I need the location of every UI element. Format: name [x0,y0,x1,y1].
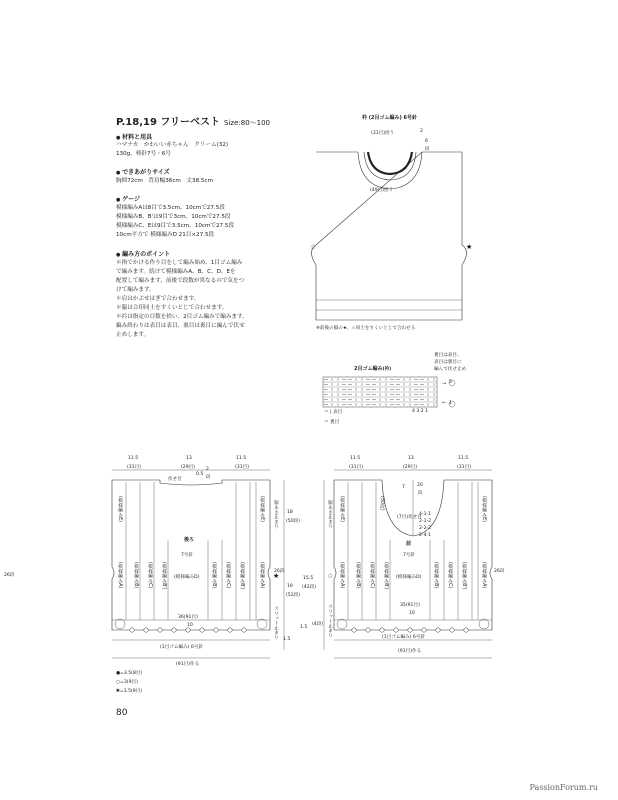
back-needle: 7号針 [181,553,194,558]
front-label-a-right: (模様編みA) [481,562,486,589]
stitch-dot [172,628,176,632]
front-label-c-1: (模様編みC) [369,562,374,589]
svg-text:☆: ☆ [310,243,317,251]
stitch-dot [436,628,440,632]
front-label-b-2: (模様編みB) [433,562,438,589]
back-dim-50: (50段) [286,519,301,524]
front-top-dim-3: 11.5 [458,456,469,461]
back-dim-4: (4段) [312,622,324,627]
points-line-4: けて編みます。 [116,287,155,293]
front-top-count-3: (31目) [457,465,472,470]
front-top-count-1: (31目) [349,465,364,470]
rib-row-5: 5 [449,380,452,385]
size-line-1: 胸囲72cm 背肩幅36cm 丈38.5cm [116,178,214,184]
rib-legend-knit: ＝ | 表目 [324,410,343,415]
corner-arc [115,619,125,629]
page-title: P.18,19 フリーベスト Size:80〜100 [116,117,271,128]
section-points-title: ● 編み方のポイント [116,249,170,258]
front-neck-steps-4: 2-4-1 [419,533,432,538]
svg-text:←: ← [442,400,447,406]
back-dim-52: (52段) [286,593,301,598]
back-center-label: (模様編みD) [174,575,200,580]
front-label-c-2: (模様編みC) [447,562,452,589]
points-line-9: 止めします。 [116,332,150,338]
front-neck-7: 7 [402,485,405,490]
corner-arc [257,619,267,629]
points-line-5: ＊肩はかぶせはぎで合わせます。 [116,296,200,302]
back-side-stop: 脇あき止まり [273,500,278,529]
back-label-e-left: (模様編みE) [117,496,122,522]
corner-arc [337,619,347,629]
front-label-e-left: (模様編みE) [339,496,344,522]
section-gauge-title: ● ゲージ [116,194,140,203]
back-left-26: 26段 [4,573,15,578]
gauge-line-3: 模様編みC、Eは9目で3.5cm、10cmで27.5段 [116,223,235,229]
back-cast-on: (91目)作る [176,662,200,667]
svg-text:→: → [442,381,447,387]
front-neck-20: 20 [417,483,423,488]
section-materials-title: ● 材料と用具 [116,132,152,141]
front-width: 10 [409,611,415,616]
stitch-dot [214,628,218,632]
collar-dim-b: 6 [425,139,428,144]
front-cast-on: (91目)作る [398,649,422,654]
rib-note-1: 裏目は表目、 [434,353,462,358]
stitch-dot [408,628,412,632]
stitch-dot [144,628,148,632]
back-count: 36(91目) [178,615,198,620]
front-right-26: 26段 [494,569,505,574]
collar-title: 衿 (2目ゴム編み) 6号針 [362,115,418,121]
svg-text:★: ★ [466,243,473,251]
rib-title: 2目ゴム編み(衿) [354,366,392,372]
materials-line-2: 130g、棒針7号・6号 [116,151,171,157]
back-label-b-1: (模様編みB) [133,562,138,589]
stitch-dot [242,628,246,632]
back-neck-unit: 段 [206,475,211,480]
front-center-label: (模様編みD) [396,575,422,580]
front-diagram [320,452,520,682]
back-neck-rows: 2 [206,467,209,472]
front-neck-30: (30段) [379,496,384,511]
collar-dim-unit: 段 [425,147,430,152]
front-top-dim-2: 13 [408,456,414,461]
front-neck-steps-2: 2-1-2 [419,519,432,524]
stitch-dot [130,628,134,632]
back-label-c-1: (模様編みC) [147,562,152,589]
stitch-dot [380,628,384,632]
front-needle: 7号針 [403,553,416,558]
back-top-dim-1: 11.5 [128,456,139,461]
points-line-7: ＊衿は指定の目数を拾い、2目ゴム編みで編みます。 [116,314,248,320]
front-count: 35(91目) [400,603,420,608]
back-rib-label: (1目ゴム編み) 6号針 [160,645,204,650]
back-label-bp-2: (模様編みB') [239,562,244,590]
front-side-stop: 脇あき止まり [327,500,332,529]
front-label-bp-2: (模様編みB') [461,562,466,590]
back-top-count-1: (31目) [127,465,142,470]
collar-shape [300,105,500,345]
back-top-dim-3: 11.5 [236,456,247,461]
back-dim-42: (42段) [302,585,317,590]
front-slit-stop: スリット止まり [327,604,332,638]
stitch-dot [394,628,398,632]
back-top-dim-2: 13 [186,456,192,461]
stitch-dot [186,628,190,632]
stitch-dot [450,628,454,632]
stitch-dot [422,628,426,632]
front-neck-bindoff: (7目)伏せ目 [397,515,422,520]
collar-dim-a: 2 [420,129,423,134]
svg-text:★: ★ [273,572,280,580]
front-neck-steps-3: 2-2-2 [419,526,432,531]
stitch-dot [158,628,162,632]
front-top-dim-1: 11.5 [350,456,361,461]
gauge-line-4: 10cm平方で 模様編みD 21目×27.5段 [116,232,215,238]
rib-grid [318,376,498,412]
back-label-b-2: (模様編みB) [211,562,216,589]
back-label-e-right: (模様編みE) [259,496,264,522]
back-dim-1-5b: 1.5 [283,637,291,642]
points-line-1: ＊指でかける作り目をして編み始め、1目ゴム編み [116,260,243,266]
legend-1: ●=3.5(8目) [116,671,143,676]
rib-note-2: 表目は裏目に [434,360,462,365]
collar-diagram [300,105,500,345]
front-neck-rows: 段 [418,491,423,496]
back-top-count-3: (31目) [235,465,250,470]
back-label-c-2: (模様編みC) [225,562,230,589]
rib-chart [318,352,498,432]
back-label-a-right: (模様編みA) [259,562,264,589]
front-label-b-1: (模様編みB) [355,562,360,589]
back-label-bp-1: (模様編みB') [161,562,166,590]
back-width: 10 [187,623,193,628]
corner-arc [479,619,489,629]
svg-text:☆: ☆ [327,572,334,580]
front-top-count-2: (29目) [403,465,418,470]
back-top-count-2: (29目) [181,465,196,470]
back-label-a-left: (模様編みA) [117,562,122,589]
back-neck-depth: 0.5 [196,472,204,477]
back-title: 後ろ [184,537,195,543]
gauge-line-2: 模様編みB、B'は9目で3cm、10cmで27.5段 [116,214,231,220]
legend-3: ✱=3.5(9目) [116,689,143,694]
rib-row-1: 1 [449,401,452,406]
back-dim-15-5: 15.5 [303,576,314,581]
back-neck-bindoff: 伏せ目 [168,477,182,482]
front-rib-label: (1目ゴム編み) 6号針 [382,635,426,640]
stitch-dot [366,628,370,632]
back-slit-stop: スリット止まり [273,606,278,640]
front-label-bp-1: (模様編みB') [383,562,388,590]
stitch-dot [228,628,232,632]
front-neck-steps-1: 4-1-1 [419,512,432,517]
section-size-title: ● できあがりサイズ [116,167,170,176]
front-label-e-right: (模様編みE) [481,496,486,522]
watermark: PassionForum.ru [529,783,598,792]
back-dim-18: 18 [287,510,293,515]
materials-line-1: ハマナカ かわいい赤ちゃん クリーム(32) [116,142,229,148]
back-diagram [98,452,301,682]
page-number: 80 [116,708,128,718]
gauge-line-1: 模様編みAは8目で3.5cm、10cmで27.5段 [116,205,225,211]
front-label-a-left: (模様編みA) [339,562,344,589]
stitch-dot [200,628,204,632]
rib-note-3: 編んで伏せ止め [434,367,467,372]
back-26-rows: 26段 [274,569,285,574]
collar-top-count: (31目)拾う [371,131,395,136]
back-dim-1-5a: 1.5 [300,625,308,630]
rib-col-numbers: 4 3 2 1 [412,409,429,414]
stitch-dot [464,628,468,632]
front-title: 前 [406,541,412,547]
rib-legend-purl: ＝ 裏目 [324,420,340,425]
back-dim-19: 19 [287,584,293,589]
collar-note: ※前後の脇の★、☆同士をすくいとじで合わせる [316,326,416,331]
collar-bottom-count: (49目)拾う [370,188,394,193]
points-line-8: 編み終わりは表目は表目、裏目は裏目に編んで伏せ [116,323,245,329]
points-line-2: で編みます。続けて模様編みA、B、C、D、Eを [116,269,236,275]
points-line-6: ＊脇は合印同士をすくいとじで合わせます。 [116,305,228,311]
stitch-dot [352,628,356,632]
points-line-3: 配置して編みます。前後で段数が異なるので気をつ [116,278,245,284]
legend-2: ○=3(9目) [116,680,138,685]
